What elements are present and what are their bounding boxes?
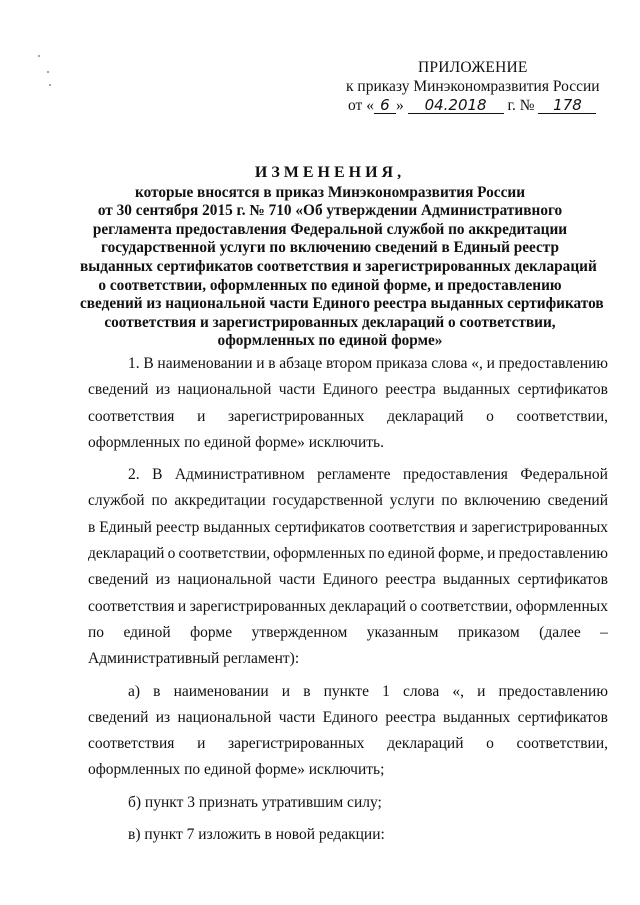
heading-line: сведений из национальной части Единого реестра выданных сертификатов	[80, 295, 604, 313]
handwritten-order-number: 178	[538, 97, 596, 114]
handwritten-month-year: 04.2018	[408, 97, 504, 114]
heading-line: государственной услуги по включению сведений в Единый реестр	[101, 239, 559, 257]
body-line: оформленных по единой форме» исключить.	[88, 433, 384, 451]
heading-line: оформленных по единой форме»	[217, 332, 443, 350]
scan-speck	[38, 55, 40, 57]
body-line: соответствия и зарегистрированных деклараций о соответствии, оформленных	[88, 597, 608, 615]
heading-line: регламента предоставления Федеральной службой по аккредитации	[92, 220, 568, 238]
heading-line: соответствия и зарегистрированных деклараций о соответствии,	[104, 313, 556, 331]
scan-speck	[49, 84, 51, 86]
body-line: сведений из национальной части Единого реестра выданных сертификатов	[88, 708, 608, 726]
body-line: соответствия и зарегистрированных деклараций о соответствии,	[88, 735, 608, 753]
heading-line: от 30 сентября 2015 г. № 710 «Об утверждении Административного	[97, 202, 563, 220]
body-line: деклараций о соответствии, оформленных по единой форме, и предоставлению	[88, 545, 608, 563]
heading-line: которые вносятся в приказ Минэкономразвития России	[134, 183, 526, 201]
body-line: по единой форме утвержденном указанным приказом (далее –	[88, 623, 608, 641]
appendix-date-line	[348, 96, 606, 115]
body-line: сведений из национальной части Единого реестра выданных сертификатов	[88, 381, 608, 399]
document-heading	[80, 164, 604, 351]
body-line: службой по аккредитации государственной услуги по включению сведений	[88, 492, 608, 510]
date-suffix: г. №	[507, 97, 535, 114]
body-line: 1. В наименовании и в абзаце втором приказа слова «, и предоставлению	[128, 355, 608, 372]
body-line: а) в наименовании и в пункте 1 слова «, и предоставлению	[128, 682, 608, 700]
body-line: Административный регламент):	[88, 650, 300, 668]
body-line: соответствия и зарегистрированных деклараций о соответствии,	[88, 407, 608, 425]
date-mid: »	[395, 97, 404, 114]
scan-speck	[47, 71, 49, 73]
date-prefix: от «	[348, 97, 374, 114]
body-line: в) пункт 7 изложить в новой редакции:	[128, 826, 385, 844]
appendix-block	[346, 58, 606, 115]
body-line: 2. В Административном регламенте предоставления Федеральной	[128, 466, 608, 484]
body-line: б) пункт 3 признать утратившим силу;	[128, 793, 382, 811]
appendix-order-ref: к приказу Минэкономразвития России	[346, 78, 600, 95]
heading-line: выданных сертификатов соответствия и зарегистрированных деклараций	[80, 257, 597, 275]
document-body	[88, 351, 608, 848]
handwritten-day: 6	[374, 97, 396, 114]
body-line: сведений из национальной части Единого реестра выданных сертификатов	[88, 571, 608, 589]
body-line: в Единый реестр выданных сертификатов соответствия и зарегистрированных	[88, 518, 608, 536]
body-line: оформленных по единой форме» исключить;	[88, 761, 385, 779]
heading-line: о соответствии, оформленных по единой форме, и предоставлению	[98, 276, 562, 294]
heading-title: ИЗМЕНЕНИЯ,	[254, 164, 406, 181]
appendix-title: ПРИЛОЖЕНИЕ	[418, 59, 528, 76]
